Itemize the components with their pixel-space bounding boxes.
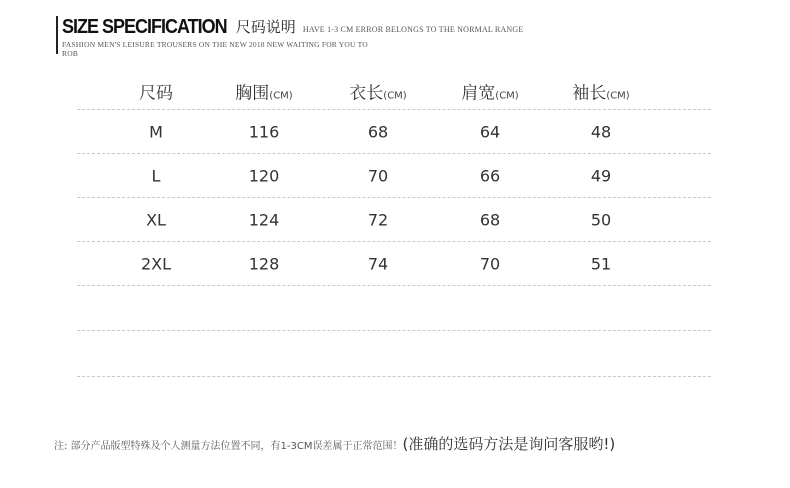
length-cell: 70 — [367, 166, 389, 185]
title-row — [62, 16, 523, 37]
size-cell: XL — [146, 210, 166, 229]
header-length: 衣长(CM) — [349, 83, 407, 103]
size-cell: L — [151, 166, 161, 185]
shoulder-cell: 70 — [479, 254, 501, 273]
header-size: 尺码 — [139, 83, 173, 103]
size-table — [77, 72, 711, 377]
table-row — [77, 110, 711, 154]
shoulder-cell: 66 — [479, 166, 501, 185]
header-subtitle: FASHION MEN'S LEISURE TROUSERS ON THE NEW 2018 NEW WAITING FOR YOU TO ROB — [62, 40, 368, 58]
title-chinese: 尺码说明 — [235, 18, 296, 36]
chest-cell: 116 — [248, 122, 280, 141]
shoulder-cell: 68 — [479, 210, 501, 229]
table-row — [77, 198, 711, 242]
size-cell: 2XL — [140, 254, 172, 273]
length-cell: 72 — [367, 210, 389, 229]
shoulder-cell: 64 — [479, 122, 501, 141]
size-cell: M — [149, 122, 163, 141]
sleeve-cell: 50 — [590, 210, 612, 229]
header-shoulder: 肩宽(CM) — [461, 83, 519, 103]
header-sleeve: 袖长(CM) — [572, 83, 630, 103]
sleeve-cell: 49 — [590, 166, 612, 185]
header-chest: 胸围(CM) — [235, 83, 293, 103]
sleeve-cell: 51 — [590, 254, 612, 273]
header-accent-bar — [56, 16, 58, 54]
chest-cell: 120 — [248, 166, 280, 185]
table-header-row — [77, 72, 711, 110]
measurement-disclaimer: 注: 部分产品版型特殊及个人测量方法位置不同，有1-3CM误差属于正常范围！ — [54, 441, 403, 452]
chest-cell: 128 — [248, 254, 280, 273]
sleeve-cell: 48 — [590, 122, 612, 141]
customer-service-hint: (准确的选码方法是询问客服哟!) — [402, 435, 616, 453]
footer-note — [54, 433, 615, 454]
table-row — [77, 242, 711, 286]
chest-cell: 124 — [248, 210, 280, 229]
title-english: SIZE SPECIFICATION — [62, 14, 227, 38]
length-cell: 74 — [367, 254, 389, 273]
length-cell: 68 — [367, 122, 389, 141]
error-range-note: HAVE 1-3 CM ERROR BELONGS TO THE NORMAL RANGE — [302, 25, 524, 34]
empty-row — [77, 331, 711, 377]
table-row — [77, 154, 711, 198]
empty-row — [77, 286, 711, 331]
